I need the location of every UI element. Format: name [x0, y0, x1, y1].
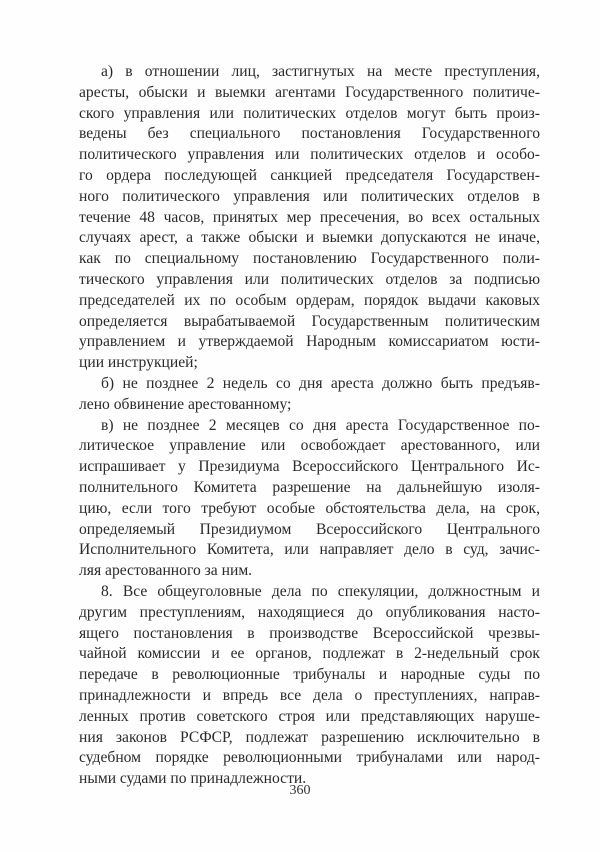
text-line: Исполнительного Комитета, или направляет дело в суд, зачис- [79, 541, 540, 559]
text-line: 8. Все общеуголовные дела по спекуляции, должностным и [101, 582, 540, 600]
text-line: литическое управление или освобождает арестованного, или [79, 437, 540, 455]
text-line: цию, если того требуют особые обстоятельства дела, на срок, [79, 499, 540, 517]
text-line: ции инструкцией; [79, 354, 198, 372]
text-line: го ордера последующей санкцией председателя Государствен- [79, 166, 540, 184]
text-line: полнительного Комитета разрешение на дальнейшую изоля- [79, 478, 540, 496]
text-line: лено обвинение арестованному; [79, 395, 292, 413]
text-line: чайной комиссии и ее органов, подлежат в 2-недельный срок [79, 645, 540, 663]
text-line: ленных против советского строя или представляющих наруше- [79, 707, 540, 725]
text-line: определяется вырабатываемой Государственным политическим [79, 312, 540, 330]
text-line: аресты, обыски и выемки агентами Государственного политиче- [79, 83, 540, 101]
text-line: тического управления или политических отделов за подписью [79, 270, 540, 288]
text-line: ляя арестованного за ним. [79, 562, 253, 580]
paragraph-a [79, 62, 540, 374]
text-line: передаче в революционные трибуналы и народные суды по [79, 666, 540, 684]
text-line: другим преступлениям, находящиеся до опубликования насто- [79, 603, 540, 621]
text-line: ведены без специального постановления Государственного [79, 125, 540, 143]
text-line: случаях арест, а также обыски и выемки допускаются не иначе, [79, 229, 540, 247]
text-line: ящего постановления в производстве Всероссийской чрезвы- [79, 624, 540, 642]
text-line: управлением и утверждаемой Народным комиссариатом юсти- [79, 333, 540, 351]
text-line: б) не позднее 2 недель со дня ареста должно быть предъяв- [101, 374, 540, 392]
text-line: принадлежности и впредь все дела о преступлениях, направ- [79, 686, 540, 704]
text-line: а) в отношении лиц, застигнутых на месте преступления, [101, 63, 540, 80]
paragraph-b [79, 374, 540, 416]
page-number: 360 [289, 783, 311, 798]
text-line: председателей их по особым ордерам, порядок выдачи каковых [79, 291, 540, 309]
paragraph-8 [79, 582, 540, 790]
text-line: ными судами по принадлежности. [79, 770, 307, 788]
text-line: испрашивает у Президиума Всероссийского Центрального Ис- [79, 458, 540, 476]
text-line: ния законов РСФСР, подлежат разрешению исключительно в [79, 728, 540, 746]
paragraph-v [79, 416, 540, 582]
text-line: политического управления или политических отделов и особо- [79, 146, 540, 164]
body-text [79, 62, 540, 790]
text-line: ного политического управления или политических отделов в [79, 187, 540, 205]
text-line: течение 48 часов, принятых мер пресечения, во всех остальных [79, 208, 540, 226]
text-line: как по специальному постановлению Государственного поли- [79, 250, 540, 268]
text-line: определяемый Президиумом Всероссийского Центрального [79, 520, 540, 538]
text-line: ского управления или политических отделов могут быть произ- [79, 104, 540, 122]
text-line: судебном порядке революционными трибуналами или народ- [79, 749, 540, 767]
text-line: в) не позднее 2 месяцев со дня ареста Государственное по- [101, 416, 540, 434]
